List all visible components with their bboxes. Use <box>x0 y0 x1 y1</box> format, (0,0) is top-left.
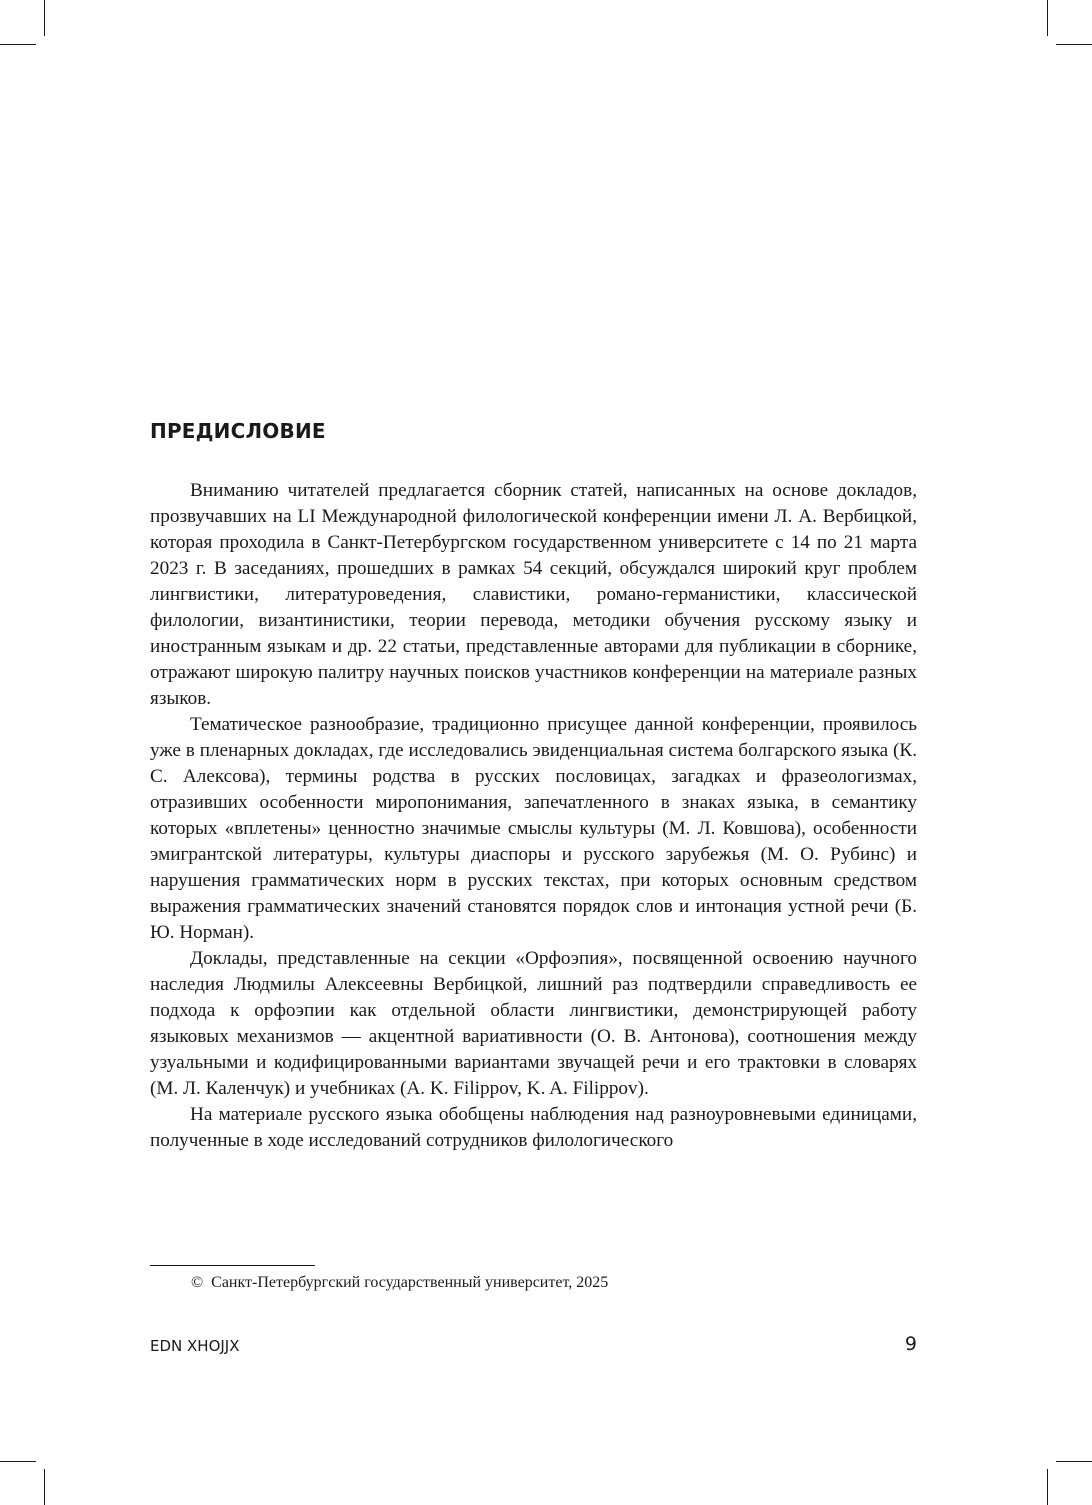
crop-mark <box>44 0 45 36</box>
copyright-symbol: © <box>191 1274 204 1291</box>
page-title: ПРЕДИСЛОВИЕ <box>150 419 326 443</box>
paragraph: На материале русского языка обобщены наблюдения над разноуровневыми единицами, полученные в ходе исследований сотрудников филологического <box>150 1104 917 1151</box>
footnote-divider <box>150 1265 315 1266</box>
copyright-text: Санкт-Петербургский государственный университет, 2025 <box>211 1274 609 1291</box>
crop-mark <box>1056 1461 1092 1462</box>
crop-mark <box>1056 44 1092 45</box>
body-text <box>150 478 917 1154</box>
crop-mark <box>0 1461 36 1462</box>
crop-mark <box>44 1469 45 1505</box>
edn-code: EDN XHOJJX <box>150 1337 240 1355</box>
paragraph: Тематическое разнообразие, традиционно присущее данной конференции, проявилось уже в пленарных докладах, где исследовались эвиденциальная система болгарского языка (К. С. Алексова), термины родства в русских пословицах, загадках и фразеологизмах, отразивших особенности миропонимания, запечатленного в знаках языка, в семантику которых «вплетены» ценностно значимые смыслы культуры (М. Л. Ковшова), особенности эмигрантской литературы, культуры диаспоры и русского зарубежья (М. О. Рубинс) и нарушения грамматических норм в русских текстах, при которых основным средством выражения грамматических значений становятся порядок слов и интонация устной речи (Б. Ю. Норман). <box>150 714 917 943</box>
copyright-footnote <box>191 1271 608 1295</box>
paragraph: Доклады, представленные на секции «Орфоэпия», посвященной освоению научного наследия Людмилы Алексеевны Вербицкой, лишний раз подтвердили справедливость ее подхода к орфоэпии как отдельной области лингвистики, демонстрирующей работу языковых механизмов — акцентной вариативности (О. В. Антонова), соотношения между узуальными и кодифицированными вариантами звучащей речи и его трактовки в словарях (М. Л. Каленчук) и учебниках (A. K. Filippov, K. A. Filippov). <box>150 948 917 1099</box>
paragraph: Вниманию читателей предлагается сборник статей, написанных на основе докладов, прозвучавших на LI Международной филологической конференции имени Л. А. Вербицкой, которая проходила в Санкт-Петербургском государственном университете с 14 по 21 марта 2023 г. В заседаниях, прошедших в рамках 54 секций, обсуждался широкий круг проблем лингвистики, литературоведения, славистики, романо-германистики, классической филологии, византинистики, теории перевода, методики обучения русскому языку и иностранным языкам и др. 22 статьи, представленные авторами для публикации в сборнике, отражают широкую палитру научных поисков участников конференции на материале разных языков. <box>150 480 917 709</box>
crop-mark <box>0 44 36 45</box>
page-number: 9 <box>904 1333 917 1355</box>
crop-mark <box>1047 1469 1048 1505</box>
crop-mark <box>1047 0 1048 36</box>
